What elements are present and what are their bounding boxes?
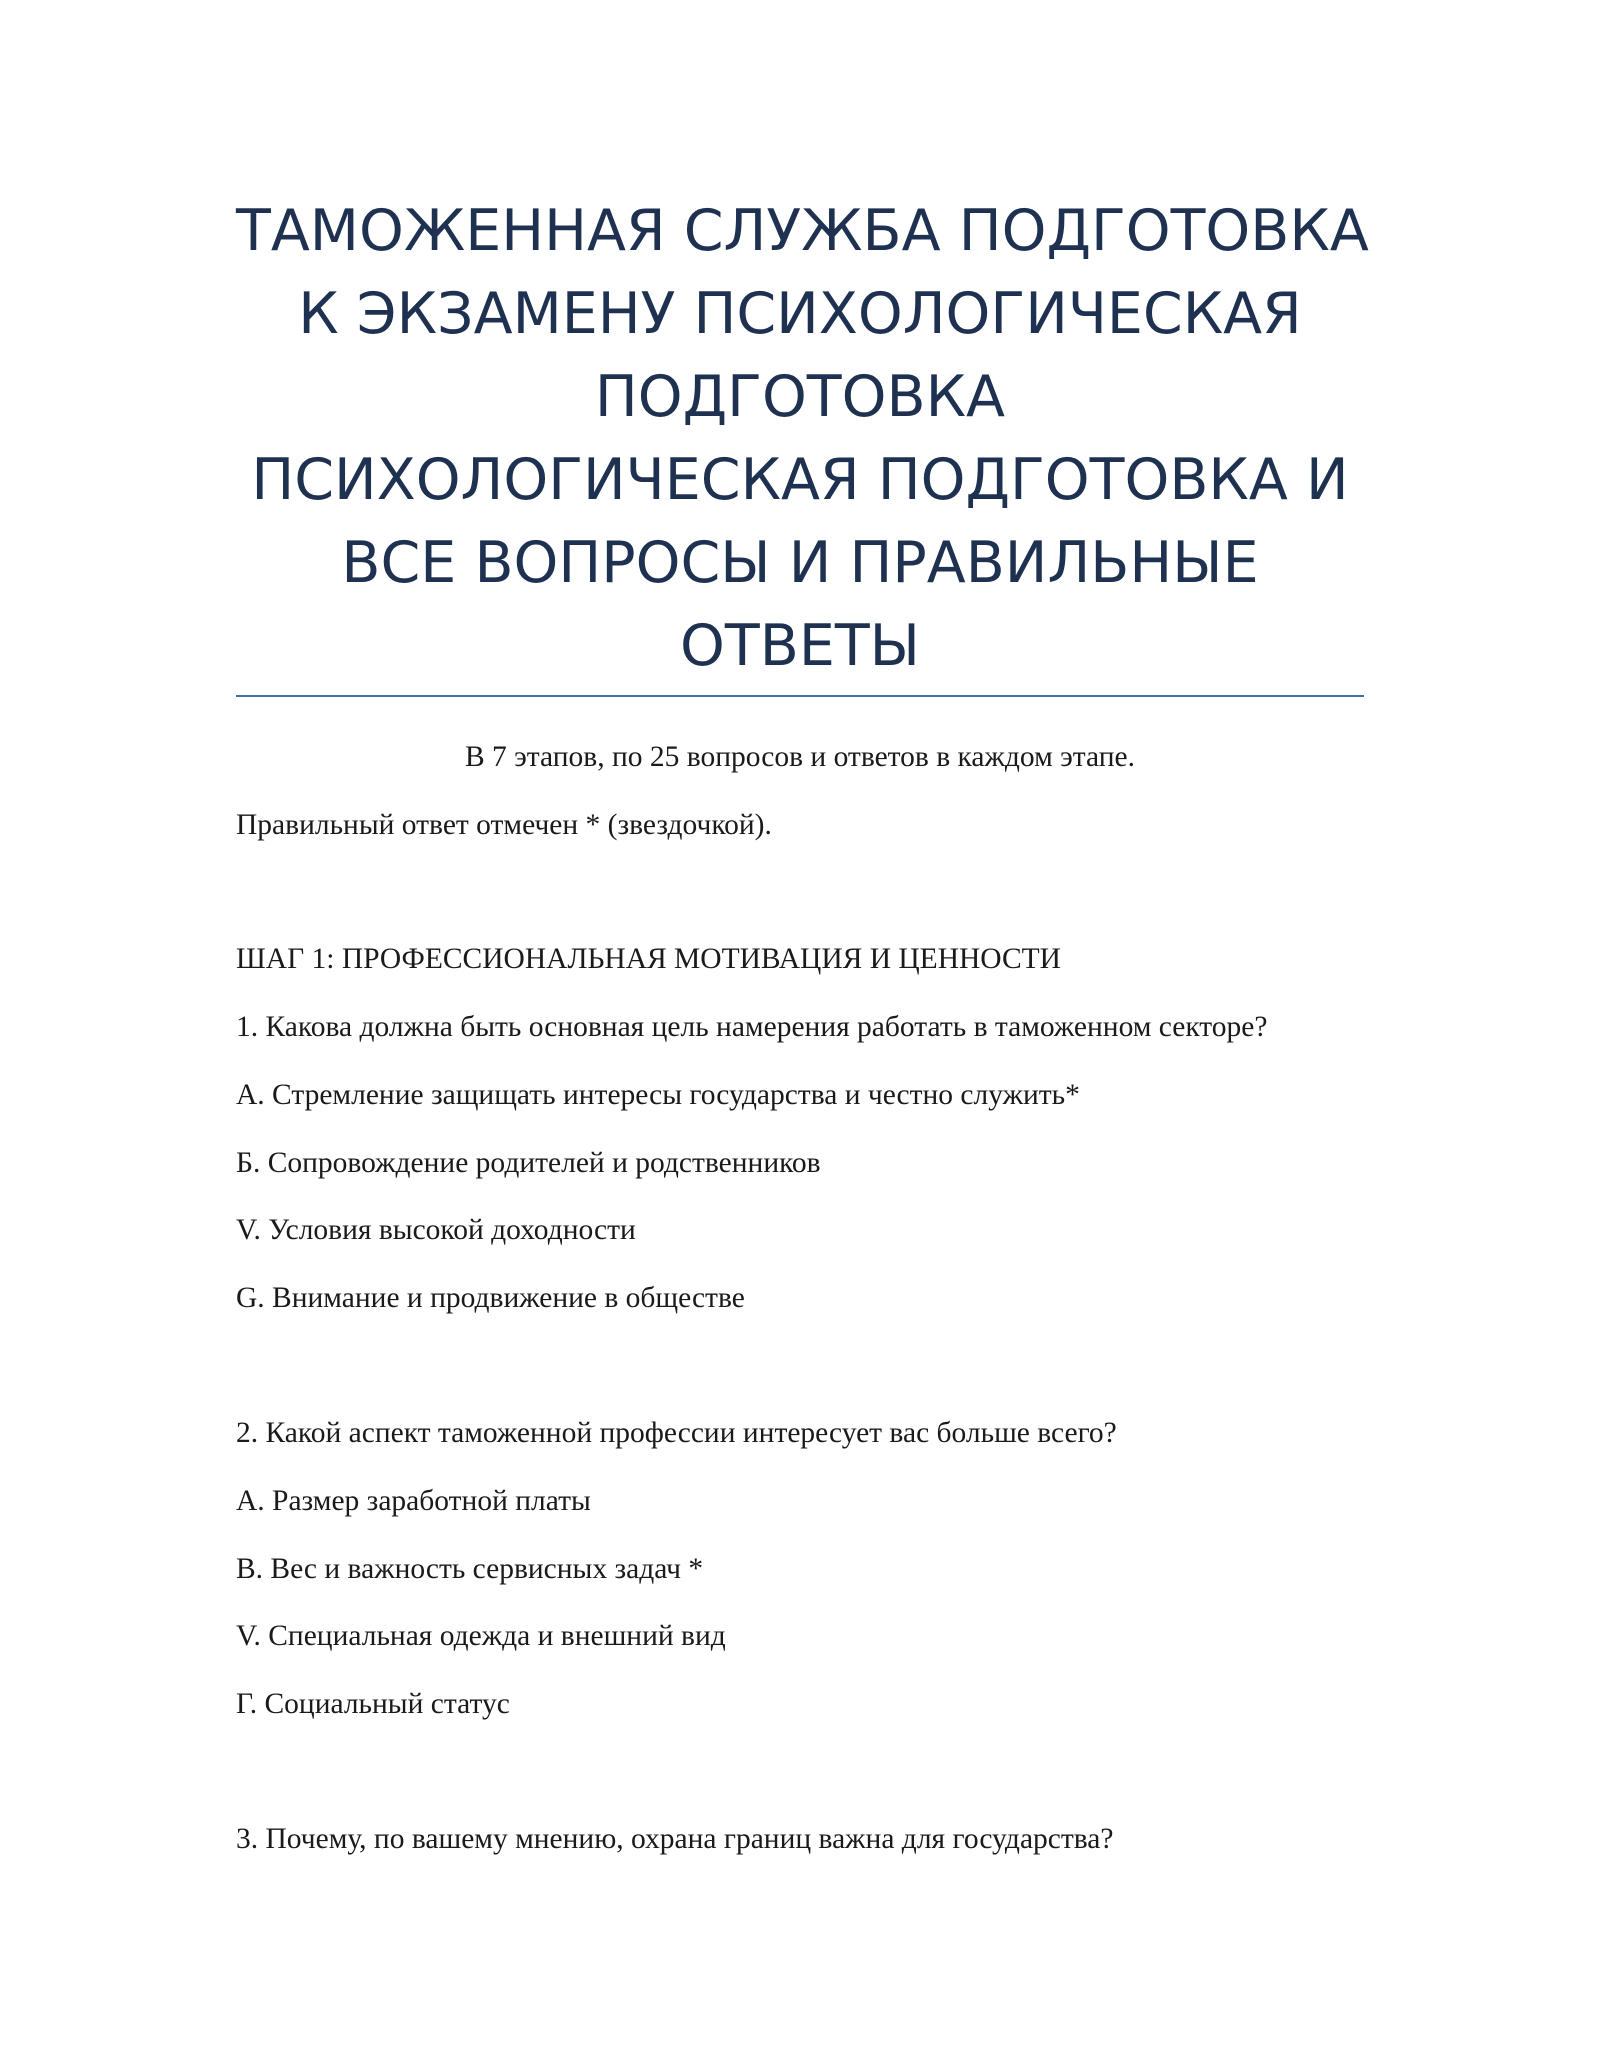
title-line: К ЭКЗАМЕНУ ПСИХОЛОГИЧЕСКАЯ: [298, 281, 1302, 347]
title-line: ТАМОЖЕННАЯ СЛУЖБА ПОДГОТОВКА: [236, 198, 1369, 264]
title-line: ПОДГОТОВКА: [594, 364, 1006, 430]
title-line: ВСЕ ВОПРОСЫ И ПРАВИЛЬНЫЕ: [341, 530, 1259, 596]
step-heading: ШАГ 1: ПРОФЕССИОНАЛЬНАЯ МОТИВАЦИЯ И ЦЕННОСТИ: [236, 943, 1061, 975]
answer-option: V. Условия высокой доходности: [236, 1214, 636, 1246]
answer-note: Правильный ответ отмечен * (звездочкой).: [236, 809, 772, 841]
answer-option: Б. Сопровождение родителей и родственников: [236, 1147, 821, 1179]
document-title: [236, 190, 1369, 688]
answer-option: V. Специальная одежда и внешний вид: [236, 1620, 726, 1652]
question-text: 3. Почему, по вашему мнению, охрана границ важна для государства?: [236, 1823, 1114, 1855]
answer-option: В. Вес и важность сервисных задач *: [236, 1553, 704, 1585]
answer-option: А. Размер заработной платы: [236, 1485, 591, 1517]
title-line: ОТВЕТЫ: [680, 613, 920, 679]
title-line: ПСИХОЛОГИЧЕСКАЯ ПОДГОТОВКА И: [251, 447, 1349, 513]
subtitle: В 7 этапов, по 25 вопросов и ответов в каждом этапе.: [464, 741, 1136, 773]
title-divider: [236, 695, 1364, 697]
answer-option: А. Стремление защищать интересы государства и честно служить*: [236, 1079, 1080, 1111]
answer-option: G. Внимание и продвижение в обществе: [236, 1282, 745, 1314]
question-text: 2. Какой аспект таможенной профессии интересует вас больше всего?: [236, 1417, 1117, 1449]
question-text: 1. Какова должна быть основная цель намерения работать в таможенном секторе?: [236, 1011, 1268, 1043]
answer-option: Г. Социальный статус: [236, 1688, 510, 1720]
